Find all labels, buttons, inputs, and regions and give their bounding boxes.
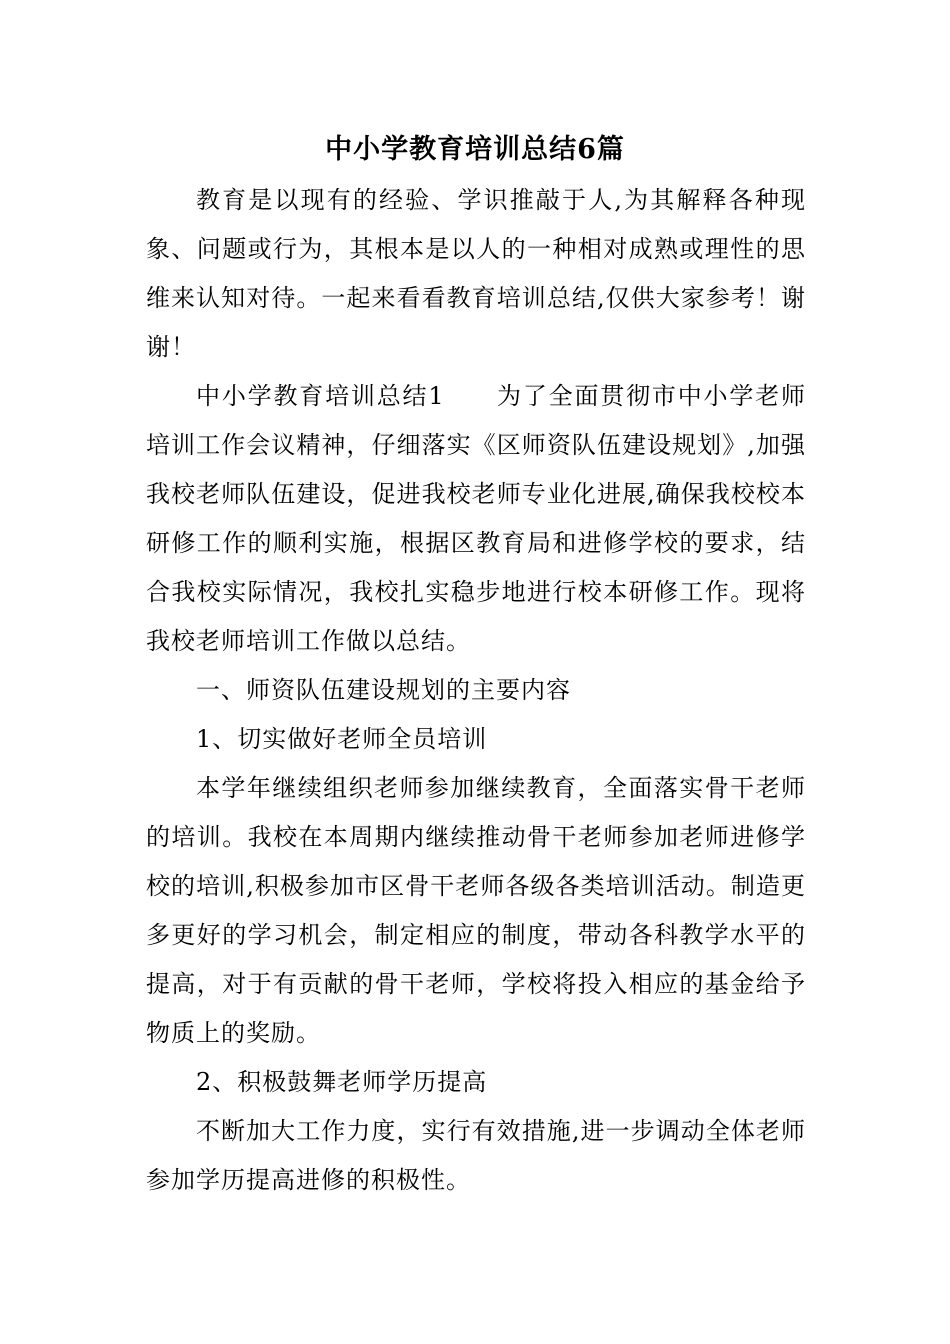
subsection-heading-1: 1、切实做好老师全员培训 [196,725,488,753]
degree-paragraph: 不断加大工作力度，实行有效措施,进一步调动全体老师参加学历提高进修的积极性。 [146,1117,806,1194]
training-paragraph: 本学年继续组织老师参加继续教育，全面落实骨干老师的培训。我校在本周期内继续推动骨干老师参加老师进修学校的培训,积极参加市区骨干老师各级各类培训活动。制造更多更好的学习机会，制定相应的制度，带动各科教学水平的提高，对于有贡献的骨干老师，学校将投入相应的基金给予物质上的奖励。 [146,774,806,1047]
subsection-heading-2: 2、积极鼓舞老师学历提高 [196,1068,488,1096]
summary-1-paragraph: 中小学教育培训总结1 为了全面贯彻市中小学老师培训工作会议精神，仔细落实《区师资队伍建设规划》,加强我校老师队伍建设，促进我校老师专业化进展,确保我校校本研修工作的顺利实施，根据区教育局和进修学校的要求，结合我校实际情况，我校扎实稳步地进行校本研修工作。现将我校老师培训工作做以总结。 [146,382,806,655]
intro-paragraph: 教育是以现有的经验、学识推敲于人,为其解释各种现象、问题或行为，其根本是以人的一种相对成熟或理性的思维来认知对待。一起来看看教育培训总结,仅供大家参考！谢谢！ [146,186,806,361]
section-heading: 一、师资队伍建设规划的主要内容 [196,676,571,704]
document-body [146,176,806,1205]
document-title: 中小学教育培训总结6篇 [325,134,625,165]
